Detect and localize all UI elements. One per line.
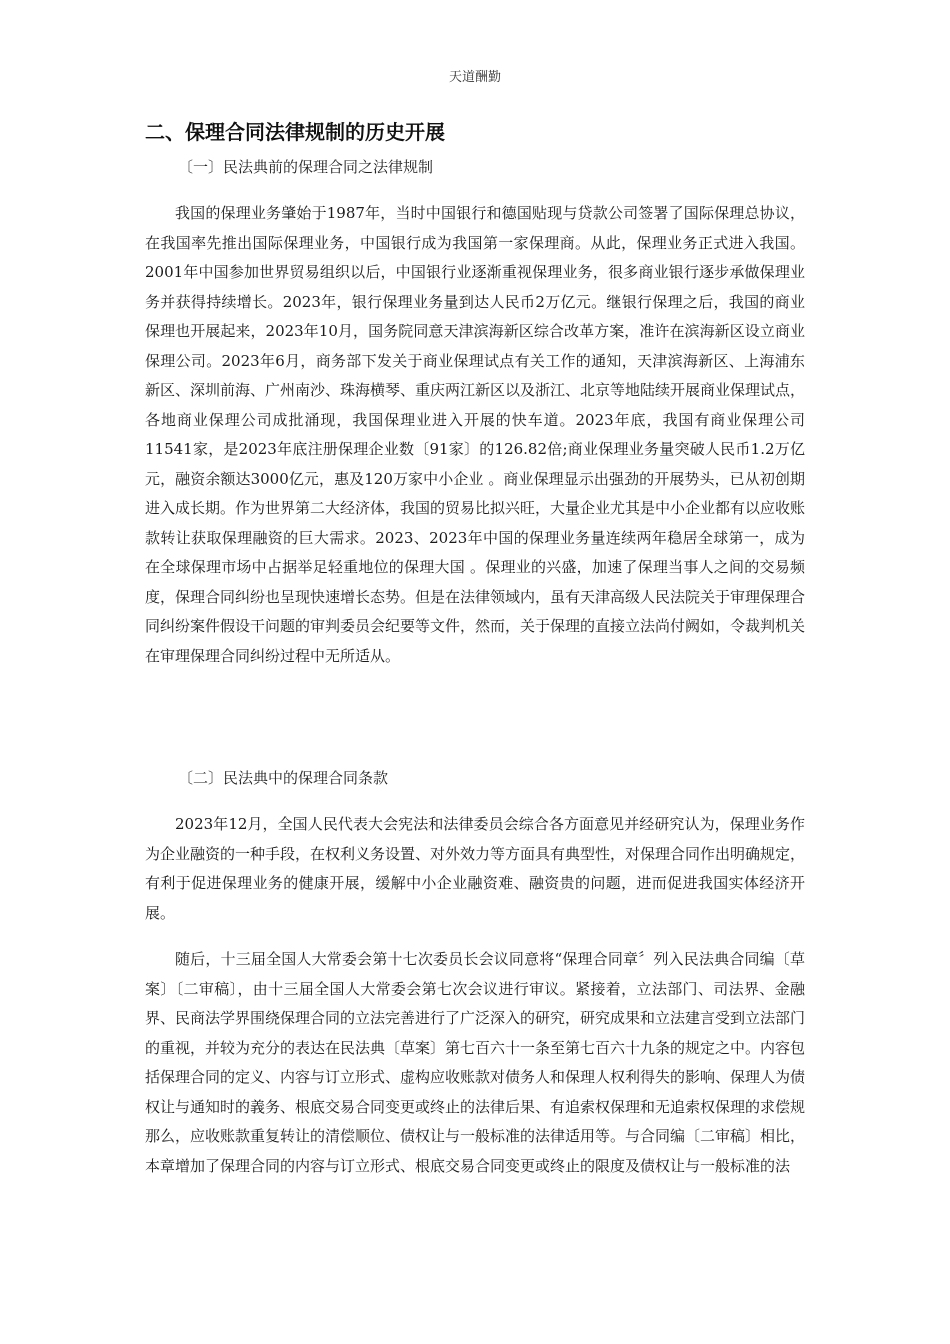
subsection-heading-2: 〔二〕民法典中的保理合同条款	[178, 769, 389, 787]
paragraph-3: 随后，十三届全国人大常委会第十七次委员长会议同意将“保理合同章〞列入民法典合同编〔草案〕〔二审稿〕，由十三届全国人大常委会第七次会议进行审议。紧接着，立法部门、司法界、金融界、民商法学界围绕保理合同的立法完善进行了广泛深入的研究，研究成果和立法建言受到立法部门的重视，并较为充分的表达在民法典〔草案〕第七百六十一条至第七百六十九条的规定之中。内容包括保理合同的定义、内容与订立形式、虚构应收账款对债务人和保理人权利得失的影响、保理人为债权让与通知时的義务、根底交易合同变更或终止的法律后果、有追索权保理和无追索权保理的求偿规那么，应收账款重复转让的清偿顺位、债权让与一般标准的法律适用等。与合同编〔二审稿〕相比，本章增加了保理合同的内容与订立形式、根底交易合同变更或终止的限度及债权让与一般标准的法	[145, 950, 806, 1175]
page-header: 天道酬勤	[448, 70, 501, 85]
subsection-heading-1: 〔一〕民法典前的保理合同之法律规制	[178, 158, 434, 176]
paragraph-1: 我国的保理业务肇始于1987年，当时中国银行和德国贴现与贷款公司签署了国际保理总协议，在我国率先推出国际保理业务，中国银行成为我国第一家保理商。从此，保理业务正式进入我国。2001年中国参加世界贸易组织以后，中国银行业逐渐重视保理业务，很多商业银行逐步承做保理业务并获得持续增长。2023年，银行保理业务量到达人民币2万亿元。继银行保理之后，我国的商业保理也开展起来，2023年10月，国务院同意天津滨海新区综合改革方案，准许在滨海新区设立商业保理公司。2023年6月，商务部下发关于商业保理试点有关工作的通知，天津滨海新区、上海浦东新区、深圳前海、广州南沙、珠海横琴、重庆两江新区以及浙江、北京等地陆续开展商业保理试点，各地商业保理公司成批涌现，我国保理业进入开展的快车道。2023年底，我国有商业保理公司11541家，是2023年底注册保理企业数〔91家〕的126.82倍;商业保理业务量突破人民币1.2万亿元，融资余额达3000亿元，惠及120万家中小企业 。商业保理显示出强劲的开展势头，已从初创期进入成长期。作为世界第二大经济体，我国的贸易比拟兴旺，大量企业尤其是中小企业都有以应收账款转让获取保理融资的巨大需求。2023、2023年中国的保理业务量连续两年稳居全球第一，成为在全球保理市场中占据举足轻重地位的保理大国 。保理业的兴盛，加速了保理当事人之间的交易频度，保理合同纠纷也呈现快速增长态势。但是在法律领域内，虽有天津高级人民法院关于审理保理合同纠纷案件假设干问题的审判委员会纪要等文件，然而，关于保理的直接立法尚付阙如，令裁判机关在审理保理合同纠纷过程中无所适从。	[145, 204, 806, 665]
paragraph-2: 2023年12月，全国人民代表大会宪法和法律委员会综合各方面意见并经研究认为，保理业务作为企业融资的一种手段，在权利义务设置、对外效力等方面具有典型性，对保理合同作出明确规定，有利于促进保理业务的健康开展，缓解中小企业融资难、融资贵的问题，进而促进我国实体经济开展。	[145, 815, 806, 922]
section-title: 二、保理合同法律规制的历史开展	[145, 120, 445, 144]
